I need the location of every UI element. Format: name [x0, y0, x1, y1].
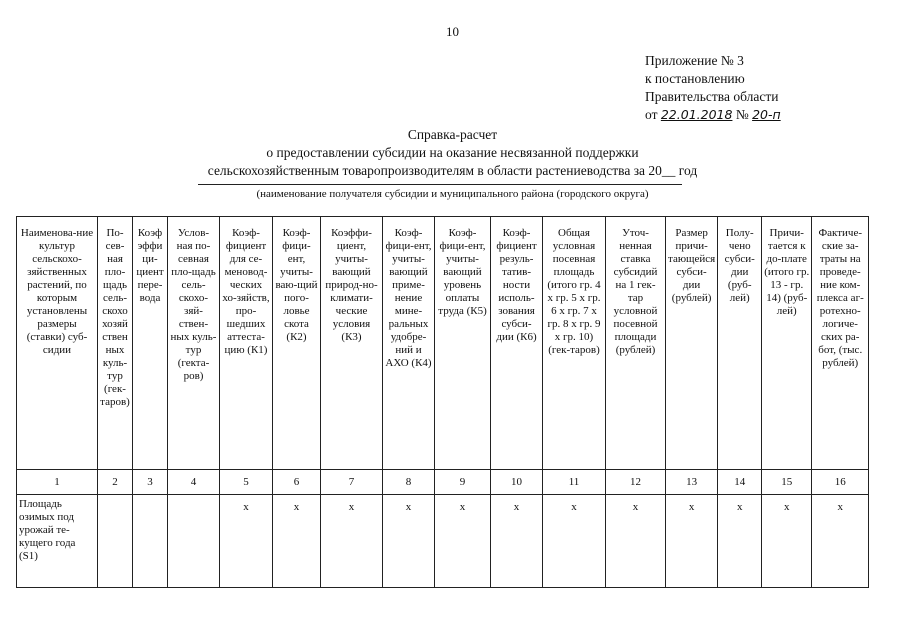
column-number: 14 [718, 470, 762, 495]
header-cell: Коэф эффи ци-циент пере-вода [133, 217, 168, 470]
page-number: 10 [446, 24, 459, 39]
table-cell: х [435, 495, 491, 588]
appendix-block [645, 52, 781, 124]
column-number: 3 [133, 470, 168, 495]
column-number: 2 [98, 470, 133, 495]
table-cell [133, 495, 168, 588]
header-cell: Коэф-фици-ент, учиты-вающий уровень оплаты труда (К5) [435, 217, 491, 470]
appendix-line: Приложение № 3 [645, 53, 744, 68]
table-cell [168, 495, 220, 588]
date-prefix: от [645, 107, 658, 122]
column-number: 8 [383, 470, 435, 495]
title-line: сельскохозяйственным товаропроизводителям в области растениеводства за 20__ год [207, 163, 698, 178]
appendix-line: Правительства области [645, 89, 779, 104]
header-cell: Полу-чено субси-дии (руб-лей) [718, 217, 762, 470]
number-prefix: № [735, 107, 749, 122]
table-cell: х [383, 495, 435, 588]
header-cell: Коэф-фициент для се-меновод-ческих хо-зяйств, про-шедших аттеста-цию (К1) [220, 217, 273, 470]
title-line: о предоставлении субсидии на оказание несвязанной поддержки [266, 145, 639, 160]
column-number: 16 [812, 470, 869, 495]
table-cell: х [812, 495, 869, 588]
table-cell: х [491, 495, 543, 588]
header-cell: Коэффи-циент, учиты-вающий природ-но-климати-ческие условия (К3) [321, 217, 383, 470]
title-line: Справка-расчет [407, 127, 498, 142]
appendix-line: к постановлению [645, 71, 745, 86]
subsidy-table [16, 216, 869, 588]
column-number: 1 [17, 470, 98, 495]
header-cell: Фактиче-ские за-траты на проведе-ние ком-плекса аг-ротехно-логиче-ских ра-бот, (тыс. рублей) [812, 217, 869, 470]
table-cell: х [666, 495, 718, 588]
header-cell: Причи-тается к до-плате (итого гр. 13 - гр. 14) (руб-лей) [762, 217, 812, 470]
header-row [17, 217, 869, 470]
recipient-caption: (наименование получателя субсидии и муниципального района (городского округа) [256, 188, 649, 200]
header-cell: Уточ-ненная ставка субсидий на 1 гек-тар условной посевной площади (рублей) [606, 217, 666, 470]
header-cell: Коэф-фици-ент, учиты-ваю-щий пого-ловье скота (К2) [273, 217, 321, 470]
column-number: 5 [220, 470, 273, 495]
column-number: 7 [321, 470, 383, 495]
table-cell: х [606, 495, 666, 588]
column-number: 13 [666, 470, 718, 495]
table-cell: х [762, 495, 812, 588]
header-cell: Размер причи-тающейся субси-дии (рублей) [666, 217, 718, 470]
header-cell: Общая условная посевная площадь (итого гр. 4 х гр. 5 х гр. 6 х гр. 7 х гр. 8 х гр. 9 х гр. 10) (гек-таров) [543, 217, 606, 470]
document-title [0, 126, 905, 180]
header-cell: Наименова-ние культур сельскохо-зяйственных растений, по которым установлены размеры (ставки) суб-сидии [17, 217, 98, 470]
handwritten-date: 22.01.2018 [660, 107, 733, 122]
handwritten-number: 20-п [752, 107, 781, 122]
table-row [17, 495, 869, 588]
column-number: 11 [543, 470, 606, 495]
column-number: 4 [168, 470, 220, 495]
header-cell: Коэф-фициент резуль-татив-ности исполь-зования субси-дии (К6) [491, 217, 543, 470]
column-number: 15 [762, 470, 812, 495]
header-cell: По-сев-ная пло-щадь сель-скохо хозяй ствен ных куль-тур (гек-таров) [98, 217, 133, 470]
column-number-row [17, 470, 869, 495]
table-cell [98, 495, 133, 588]
recipient-fill-line [198, 184, 682, 185]
table-cell: х [321, 495, 383, 588]
table-cell: х [543, 495, 606, 588]
table-cell: х [220, 495, 273, 588]
table-cell: х [273, 495, 321, 588]
table-cell: Площадь озимых под урожай те-кущего года (S1) [17, 495, 98, 588]
appendix-date-line [645, 106, 781, 124]
table-cell: х [718, 495, 762, 588]
header-cell: Коэф-фици-ент, учиты-вающий приме-нение мине-ральных удобре-ний и АХО (К4) [383, 217, 435, 470]
column-number: 10 [491, 470, 543, 495]
column-number: 12 [606, 470, 666, 495]
column-number: 6 [273, 470, 321, 495]
header-cell: Услов-ная по-севная пло-щадь сель-скохо-зяй-ствен-ных куль-тур (гекта-ров) [168, 217, 220, 470]
column-number: 9 [435, 470, 491, 495]
